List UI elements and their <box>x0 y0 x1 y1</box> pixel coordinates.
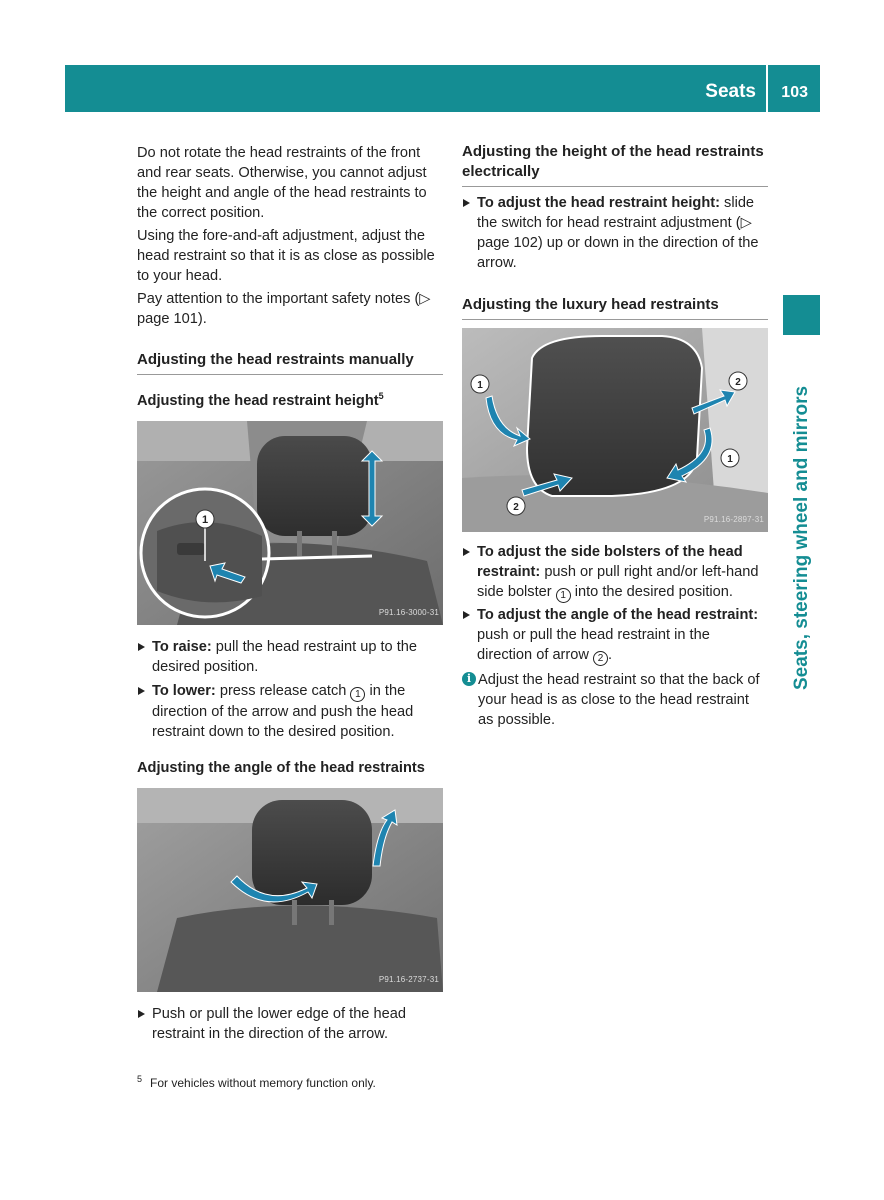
side-bolster-step <box>462 542 768 603</box>
lower-step <box>137 681 443 742</box>
callout-marker: 1 <box>727 454 733 465</box>
info-text: Adjust the head restraint so that the back of your head is as close to the head restraint as possible. <box>478 672 760 728</box>
step-text: slide the switch for head restraint adjustment (▷ page 102) up or down in the direction of the arrow. <box>477 195 759 271</box>
step-label: To raise: <box>152 639 212 655</box>
footnote <box>137 1074 376 1090</box>
electric-heading-text: Adjusting the height of the head restraints electrically <box>462 143 764 180</box>
step-label: To adjust the angle of the head restraint: <box>477 607 759 623</box>
callout-marker: 2 <box>735 377 741 388</box>
bullet-arrow-icon <box>138 643 145 651</box>
info-note <box>462 670 768 730</box>
step-label: To adjust the head restraint height: <box>477 195 720 211</box>
raise-step <box>137 637 443 677</box>
luxury-head-restraint-illustration <box>462 328 768 532</box>
head-restraint-angle-illustration <box>137 788 443 992</box>
chapter-tab-label: Seats, steering wheel and mirrors <box>791 385 812 690</box>
step-text: Push or pull the lower edge of the head restraint in the direction of the arrow. <box>152 1006 406 1042</box>
left-column <box>137 143 443 1044</box>
page-number: 103 <box>781 84 808 101</box>
right-column <box>462 142 768 730</box>
footnote-ref: 5 <box>378 391 384 402</box>
header-divider <box>766 65 768 112</box>
height-heading-text: Adjusting the head restraint height <box>137 393 379 409</box>
image-code: P91.16-3000-31 <box>378 608 439 617</box>
callout-marker: 2 <box>593 651 608 666</box>
bullet-arrow-icon <box>463 548 470 556</box>
head-restraint-height-illustration <box>137 421 443 625</box>
info-icon: i <box>462 672 476 686</box>
image-code: P91.16-2897-31 <box>703 515 764 524</box>
step-text: push or pull right and/or left-hand side bolster <box>477 564 759 600</box>
step-text: . <box>608 647 613 663</box>
bullet-arrow-icon <box>138 1010 145 1018</box>
intro-paragraph: Do not rotate the head restraints of the front and rear seats. Otherwise, you cannot adjust the height and angle of the head restraints to the correct position. <box>137 145 427 221</box>
section-title: Seats <box>705 81 756 102</box>
bullet-arrow-icon <box>138 687 145 695</box>
height-heading <box>137 391 443 411</box>
callout-marker: 2 <box>513 502 519 513</box>
luxury-heading <box>462 295 768 320</box>
luxury-head-restraint-photo <box>462 328 768 532</box>
restraint-angle-step <box>462 605 768 666</box>
footnote-text: For vehicles without memory function only. <box>150 1076 376 1090</box>
electric-heading <box>462 142 768 187</box>
angle-heading <box>137 758 443 778</box>
manual-heading-text: Adjusting the head restraints manually <box>137 351 414 368</box>
electric-height-step <box>462 193 768 273</box>
manual-heading <box>137 350 443 375</box>
step-text: into the desired position. <box>570 584 733 600</box>
callout-marker: 1 <box>201 514 209 526</box>
intro-paragraph: Using the fore-and-aft adjustment, adjust the head restraint so that it is as close as possible to your head. <box>137 228 435 284</box>
chapter-tab-marker <box>783 295 820 335</box>
step-text: pull the head restraint up to the desired position. <box>152 639 418 675</box>
footnote-number: 5 <box>137 1074 143 1084</box>
step-label: To adjust the side bolsters of the head restraint: <box>477 544 743 580</box>
callout-marker: 1 <box>556 588 571 603</box>
head-restraint-angle-photo <box>137 788 443 992</box>
step-label: To lower: <box>152 683 216 699</box>
head-restraint-height-photo <box>137 421 443 625</box>
step-text: in the direction of the arrow and push the head restraint down to the desired position. <box>152 683 414 740</box>
step-text: press release catch <box>215 683 351 699</box>
bullet-arrow-icon <box>463 611 470 619</box>
image-code: P91.16-2737-31 <box>378 975 439 984</box>
bullet-arrow-icon <box>463 199 470 207</box>
step-text: push or pull the head restraint in the direction of arrow <box>477 627 710 663</box>
intro-paragraph: Pay attention to the important safety notes (▷ page 101). <box>137 291 431 327</box>
angle-step <box>137 1004 443 1044</box>
callout-marker: 1 <box>350 687 365 702</box>
page-header <box>65 65 820 112</box>
callout-marker: 1 <box>477 380 483 391</box>
luxury-heading-text: Adjusting the luxury head restraints <box>462 296 719 313</box>
angle-heading-text: Adjusting the angle of the head restraints <box>137 760 425 776</box>
